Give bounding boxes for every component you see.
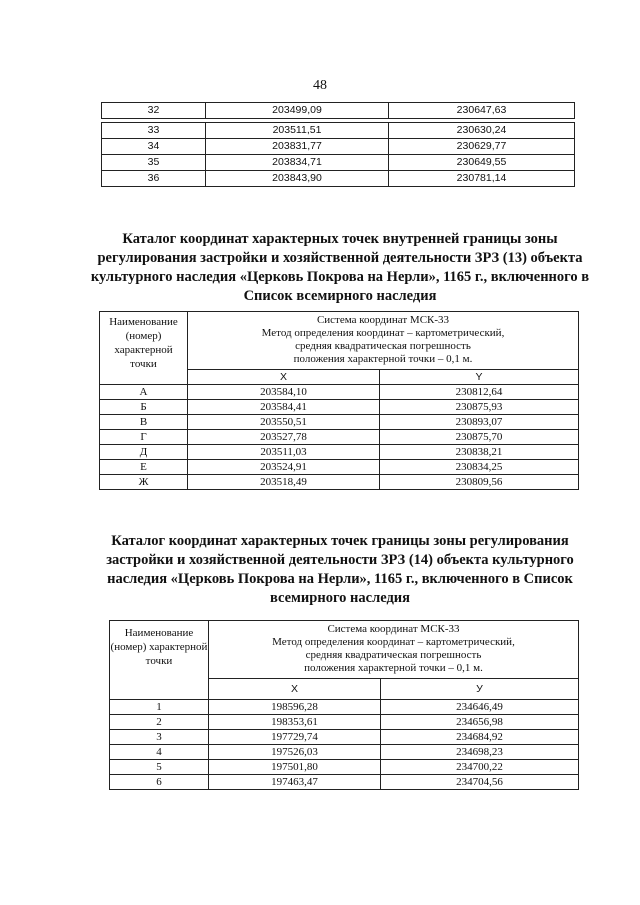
header-system-line: средняя квадратическая погрешность (295, 340, 471, 352)
coord-x: 203584,41 (188, 400, 380, 415)
header-point-name: Наименование (номер) характерной точки (100, 312, 188, 385)
coord-y: 230649,55 (389, 155, 575, 171)
coord-y: 230812,64 (380, 385, 579, 400)
coord-x: 203584,10 (188, 385, 380, 400)
coord-y: 234704,56 (381, 775, 579, 790)
header-x: X (188, 370, 380, 385)
header-system-line: Система координат МСК-33 (316, 314, 450, 326)
coord-y: 234656,98 (381, 715, 579, 730)
coord-y: 230647,63 (389, 103, 575, 119)
coord-x: 198353,61 (209, 715, 381, 730)
point-number: А (100, 385, 188, 400)
table-row (110, 730, 579, 745)
point-number: 4 (110, 745, 209, 760)
table-row (110, 715, 579, 730)
table-row (100, 475, 579, 490)
coord-x: 203511,03 (188, 445, 380, 460)
coord-y: 230629,77 (389, 139, 575, 155)
coord-y: 230838,21 (380, 445, 579, 460)
coordinates-continuation-table-part (101, 122, 575, 187)
coord-x: 203499,09 (206, 103, 389, 119)
table-row (102, 155, 575, 171)
coord-y: 230630,24 (389, 123, 575, 139)
point-number: 34 (102, 139, 206, 155)
table-row (110, 745, 579, 760)
catalog-13-title: Каталог координат характерных точек внутренней границы зоны регулирования застройки и хозяйственной деятельности ЗРЗ (13) объекта культурного наследия «Церковь Покрова на Нерли», 1165 г., включенного в Список всемирного наследия (90, 231, 590, 304)
point-number: 36 (102, 171, 206, 187)
coord-x: 203550,51 (188, 415, 380, 430)
header-system-line: Метод определения координат – картометрический, (261, 327, 505, 339)
catalog-14-title: Каталог координат характерных точек границы зоны регулирования застройки и хозяйственной деятельности ЗРЗ (14) объекта культурного наследия «Церковь Покрова на Нерли», 1165 г., включенного в Список всемирного наследия (106, 533, 574, 606)
header-system-line: средняя квадратическая погрешность (305, 649, 482, 661)
coord-x: 197729,74 (209, 730, 381, 745)
table-row (100, 430, 579, 445)
point-number: Г (100, 430, 188, 445)
coord-y: 230875,93 (380, 400, 579, 415)
header-x: X (209, 679, 381, 700)
point-number: 33 (102, 123, 206, 139)
point-number: Д (100, 445, 188, 460)
header-system-line: положения характерной точки – 0,1 м. (304, 662, 483, 674)
header-coordinate-system (209, 621, 579, 679)
coord-x: 197463,47 (209, 775, 381, 790)
header-y: У (381, 679, 579, 700)
coord-x: 197526,03 (209, 745, 381, 760)
table-row (100, 445, 579, 460)
coord-y: 230781,14 (389, 171, 575, 187)
point-number: Е (100, 460, 188, 475)
header-system-line: положения характерной точки – 0,1 м. (293, 353, 473, 365)
point-number: В (100, 415, 188, 430)
coord-x: 203524,91 (188, 460, 380, 475)
coordinates-continuation-table (101, 102, 575, 119)
header-system-line: Система координат МСК-33 (327, 623, 460, 635)
coord-y: 234646,49 (381, 700, 579, 715)
table-row (100, 415, 579, 430)
table-row (100, 460, 579, 475)
header-point-name: Наименование (номер) характерной точки (110, 621, 209, 700)
coord-x: 203843,90 (206, 171, 389, 187)
point-number: 6 (110, 775, 209, 790)
point-number: 2 (110, 715, 209, 730)
coord-x: 203831,77 (206, 139, 389, 155)
coord-x: 203518,49 (188, 475, 380, 490)
point-number: Ж (100, 475, 188, 490)
coord-y: 234698,23 (381, 745, 579, 760)
coord-x: 198596,28 (209, 700, 381, 715)
table-row (102, 103, 575, 119)
header-y: Y (380, 370, 579, 385)
table-row (102, 171, 575, 187)
table-row (100, 385, 579, 400)
coord-y: 234700,22 (381, 760, 579, 775)
table-row (102, 139, 575, 155)
page-number: 48 (313, 78, 327, 93)
point-number: 32 (102, 103, 206, 119)
coord-y: 230875,70 (380, 430, 579, 445)
coord-y: 230893,07 (380, 415, 579, 430)
coord-x: 203834,71 (206, 155, 389, 171)
table-row (110, 760, 579, 775)
coord-x: 197501,80 (209, 760, 381, 775)
header-coordinate-system (188, 312, 579, 370)
coord-y: 230809,56 (380, 475, 579, 490)
table-row (102, 123, 575, 139)
point-number: 5 (110, 760, 209, 775)
point-number: 1 (110, 700, 209, 715)
header-system-line: Метод определения координат – картометрический, (272, 636, 515, 648)
coord-y: 234684,92 (381, 730, 579, 745)
catalog-13-table (99, 311, 579, 490)
point-number: 35 (102, 155, 206, 171)
coord-x: 203511,51 (206, 123, 389, 139)
coord-y: 230834,25 (380, 460, 579, 475)
coord-x: 203527,78 (188, 430, 380, 445)
catalog-14-table (109, 620, 579, 790)
table-row (100, 400, 579, 415)
table-row (110, 700, 579, 715)
table-row (110, 775, 579, 790)
point-number: 3 (110, 730, 209, 745)
point-number: Б (100, 400, 188, 415)
